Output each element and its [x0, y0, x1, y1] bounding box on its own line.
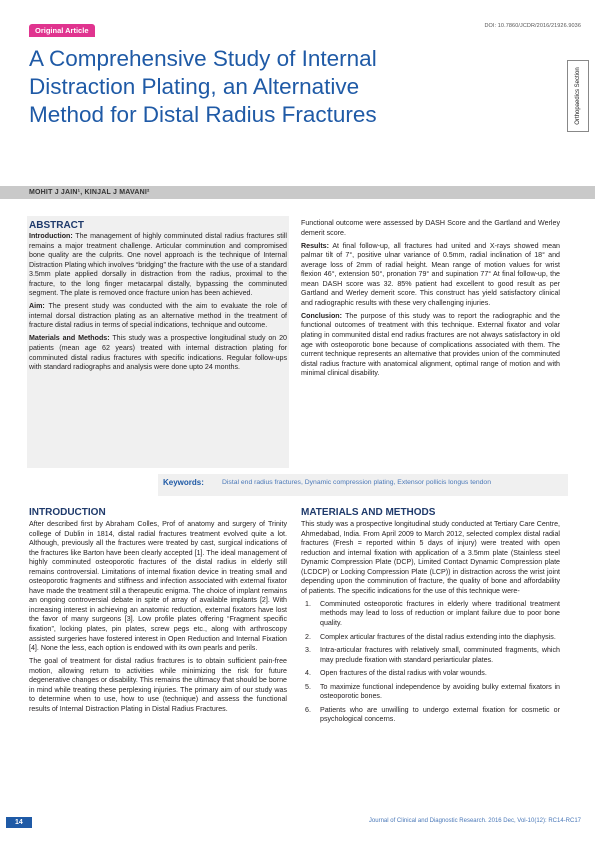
article-title	[29, 45, 499, 129]
indication-item	[301, 706, 560, 725]
authors-bar	[0, 186, 595, 199]
indication-number: 1.	[305, 599, 311, 608]
section-label: Orthopaedics Section	[575, 67, 581, 125]
methods-heading: MATERIALS AND METHODS	[301, 507, 436, 518]
title-line-3: Method for Distal Radius Fractures	[29, 102, 377, 127]
abstract-right-column	[301, 219, 560, 382]
title-line-2: Distraction Plating, an Alternative	[29, 74, 360, 99]
conclusion-label: Conclusion:	[301, 311, 342, 320]
indication-item	[301, 669, 560, 679]
article-type-badge: Original Article	[29, 24, 95, 37]
indication-number: 4.	[305, 669, 311, 678]
methods-label: Materials and Methods:	[29, 334, 110, 343]
conclusion-text: The purpose of this study was to report the radiographic and the functional outcomes of treatment with this technique. External fixator and volar plating in communited distal end radius fractures are not always satisfactory in old age with osteoporotic bone because of complications associated with them. The current technique represents an alternative that provides union of the comminuted distal radius fracture with anatomical alignment, optimal range of motion and with minimal clinical disability.	[301, 311, 560, 378]
abstract-results	[301, 242, 560, 309]
intro-text: The management of highly comminuted distal radius fractures still remains a major treatment challenge. Articular comminution and compromised bone quality are the culprits. One novel approach is the technique of Internal Distraction Plating which involves “bridging” the fracture with the use of a standard 3.5mm plate applied dorsally in distraction from the radius, proximal to the fracture, to the long finger metacarpal distally, bypassing the comminuted segment. The plate is removed once fracture union has been achieved.	[29, 232, 287, 298]
doi-text[interactable]: DOI: 10.7860/JCDR/2016/21926.9036	[484, 23, 581, 29]
indication-number: 2.	[305, 632, 311, 641]
indication-text: Intra-articular fractures with relatively small, comminuted fragments, which may preclude fixation with standard periarticular plates.	[320, 646, 560, 664]
indication-number: 5.	[305, 682, 311, 691]
keywords-label: Keywords:	[163, 478, 204, 487]
indication-text: Comminuted osteoporotic fractures in elderly where traditional treatment methods may lead to loss of reduction or implant failure due to poor bone quality.	[320, 599, 560, 627]
introduction-paragraph-2: The goal of treatment for distal radius fractures is to obtain sufficient pain-free motion, allowing return to activities while minimizing the risk for future degenerative changes or disability. This remains the ultimacy that should be borne in mind while treating these perplexing injuries. The primary aim of our study was to determine when to use, how to use (technique) and assess the functional results of Internal Distraction Plating in Distal Radius Fractures.	[29, 657, 287, 713]
indication-item	[301, 633, 560, 643]
methods-text: This study was a prospective longitudinal study on 20 patients (mean age 62 years) treated with internal distraction plating for comminuted distal radius fractures with specific indications. Regular follow-ups with standard radiographs and analysis were done upto 24 months.	[29, 334, 287, 372]
aim-text: The present study was conducted with the aim to evaluate the role of internal dorsal distraction plating as an alternative method in the treatment of fracture distal radius in terms of special indications, technique and outcome.	[29, 302, 287, 330]
indication-number: 3.	[305, 646, 311, 655]
page-number: 14	[6, 817, 32, 828]
title-line-1: A Comprehensive Study of Internal	[29, 46, 377, 71]
keywords-box	[158, 474, 568, 496]
results-label: Results:	[301, 241, 329, 250]
indication-text: To maximize functional independence by avoiding bulky external fixators in osteoporotic bones.	[320, 682, 560, 701]
section-label-box	[567, 60, 589, 132]
introduction-heading: INTRODUCTION	[29, 507, 106, 518]
methods-paragraph: This study was a prospective longitudinal study conducted at Tertiary Care Centre, Ahmedabad, India. From April 2009 to March 2012, selected complex distal radial fractures (Fresh = reported within 5 days of injury) were treated with open reduction and internal fixation with application of a 3.5mm plate (Stainless steel Dynamic Compression Plate (DCP), Limited Contact Dynamic Compression plate (LCDCP) or Locking Compression Plate (LCP)) in distraction across the wrist joint depending upon the comminution of fracture, the quality of bone and affordability of patients. The specific indications for the use of this technique were-	[301, 520, 560, 595]
indication-item	[301, 600, 560, 629]
abstract-left-column	[29, 220, 287, 376]
abstract-methods	[29, 334, 287, 372]
indication-text: Patients who are unwilling to undergo external fixation for cosmetic or psychological concerns.	[320, 705, 560, 724]
introduction-column	[29, 520, 287, 718]
intro-label: Introduction:	[29, 232, 73, 240]
indication-item	[301, 683, 560, 702]
abstract-conclusion	[301, 312, 560, 379]
methods-column	[301, 520, 560, 729]
indications-list	[301, 600, 560, 725]
abstract-methods-cont: Functional outcome were assessed by DASH Score and the Gartland and Werley demerit score.	[301, 219, 560, 237]
indication-item	[301, 646, 560, 665]
indication-number: 6.	[305, 705, 311, 714]
keywords-text: Distal end radius fractures, Dynamic compression plating, Extensor pollicis longus tendon	[222, 479, 491, 486]
aim-label: Aim:	[29, 302, 45, 311]
indication-text: Complex articular fractures of the distal radius extending into the diaphysis.	[320, 632, 556, 641]
authors: MOHIT J JAIN¹, KINJAL J MAVANI²	[29, 189, 150, 196]
results-text: At final follow-up, all fractures had united and X-rays showed mean palmar tilt of 7°, positive ulnar variance of 0.5mm, radial inclination of 18° and average loss of 2mm of radial height. Mean range of motion values for wrist flexion 46°, extension 50°, pronation 79° and supination 77° At final follow-up, the mean DASH score was 32. 85% patient had excellent to good result as per Gartland and Werley demerit score. This construct has yield satisfactory clinical and radiographic results with these very challenging injuries.	[301, 241, 560, 307]
indication-text: Open fractures of the distal radius with volar wounds.	[320, 669, 487, 678]
abstract-introduction	[29, 232, 287, 299]
abstract-heading: ABSTRACT	[29, 220, 84, 231]
abstract-aim	[29, 302, 287, 331]
introduction-paragraph-1: After described first by Abraham Colles, Prof of anatomy and surgery of Trinity college of Dublin in 1814, distal radial fractures treatment evolved quite a lot. Although, previously all the fractures were treated by cast, surgical indications of the fractures like Barton have been clearly accepted [1]. The ideal management of highly comminuted osteoporotic fractures of the distal radius in elderly still remains controversial. Limitations of internal fixation device in treating small and osteoporotic fragments and stiffness and infection associated with external fixator have made the treatment still a therapeutic enigma. The choice of implant remains an ongoing controversial debate in spite of array of available implants [2]. With increasing interest in achieving an anatomic reduction, external fixators have lost the favor of many surgeons [3]. Low profile plates offering “Fragment specific fixation”, locking plates, pin plates, screw pegs etc., along with arthroscopy assisted surgeries have fostered interest in Open Reduction and Internal Fixation [4]. None the less, each option is endowed with its own pearls and perils.	[29, 520, 287, 653]
journal-footer: Journal of Clinical and Diagnostic Research. 2016 Dec, Vol-10(12): RC14-RC17	[368, 818, 581, 824]
